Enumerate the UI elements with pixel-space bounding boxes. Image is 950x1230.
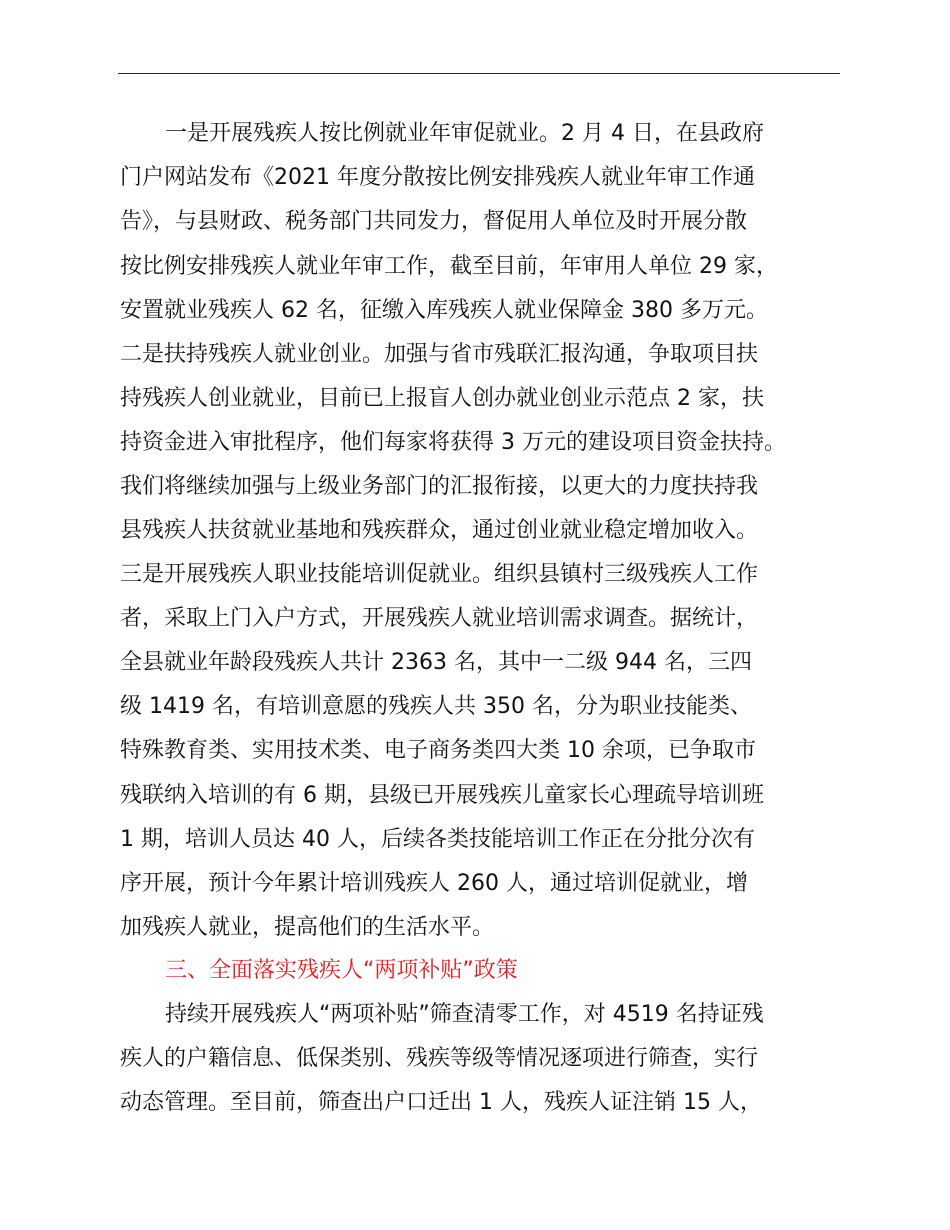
paragraph-line: 三是开展残疾人职业技能培训促就业。组织县镇村三级残疾人工作 (120, 562, 759, 587)
paragraph-line: 1 期，培训人员达 40 人，后续各类技能培训工作正在分批分次有 (120, 827, 755, 852)
paragraph-line: 加残疾人就业，提高他们的生活水平。 (120, 915, 495, 940)
paragraph-line: 门户网站发布《2021 年度分散按比例安排残疾人就业年审工作通 (120, 165, 755, 190)
paragraph-line: 疾人的户籍信息、低保类别、残疾等级等情况逐项进行筛查，实行 (120, 1046, 759, 1071)
paragraph-line: 特殊教育类、实用技术类、电子商务类四大类 10 余项，已争取市 (120, 738, 756, 763)
paragraph-line: 级 1419 名，有培训意愿的残疾人共 350 名，分为职业技能类、 (120, 694, 752, 719)
paragraph-line: 全县就业年龄段残疾人共计 2363 名，其中一二级 944 名，三四 (120, 650, 752, 675)
paragraph-line: 持续开展残疾人“两项补贴”筛查清零工作，对 4519 名持证残 (165, 1002, 764, 1027)
paragraph-line: 持残疾人创业就业，目前已上报盲人创办就业创业示范点 2 家，扶 (120, 386, 764, 411)
paragraph-line: 一是开展残疾人按比例就业年审促就业。2 月 4 日，在县政府 (165, 121, 764, 146)
paragraph-line: 按比例安排残疾人就业年审工作，截至目前，年审用人单位 29 家， (120, 254, 778, 279)
paragraph-line: 县残疾人扶贫就业基地和残疾群众，通过创业就业稳定增加收入。 (120, 518, 759, 543)
section-heading: 三、全面落实残疾人“两项补贴”政策 (165, 958, 518, 983)
paragraph-line: 者，采取上门入户方式，开展残疾人就业培训需求调查。据统计， (120, 606, 759, 631)
header-rule (118, 73, 840, 74)
paragraph-line: 残联纳入培训的有 6 期，县级已开展残疾儿童家长心理疏导培训班 (120, 783, 764, 808)
paragraph-line: 序开展，预计今年累计培训残疾人 260 人，通过培训促就业，增 (120, 871, 748, 896)
paragraph-line: 二是扶持残疾人就业创业。加强与省市残联汇报沟通，争取项目扶 (120, 342, 759, 367)
paragraph-line: 安置就业残疾人 62 名，征缴入库残疾人就业保障金 380 多万元。 (120, 298, 768, 323)
paragraph-line: 我们将继续加强与上级业务部门的汇报衔接，以更大的力度扶持我 (120, 474, 759, 499)
paragraph-line: 告》，与县财政、税务部门共同发力，督促用人单位及时开展分散 (120, 209, 748, 234)
paragraph-line: 持资金进入审批程序，他们每家将获得 3 万元的建设项目资金扶持。 (120, 430, 786, 455)
paragraph-line: 动态管理。至目前，筛查出户口迁出 1 人，残疾人证注销 15 人， (120, 1090, 762, 1115)
